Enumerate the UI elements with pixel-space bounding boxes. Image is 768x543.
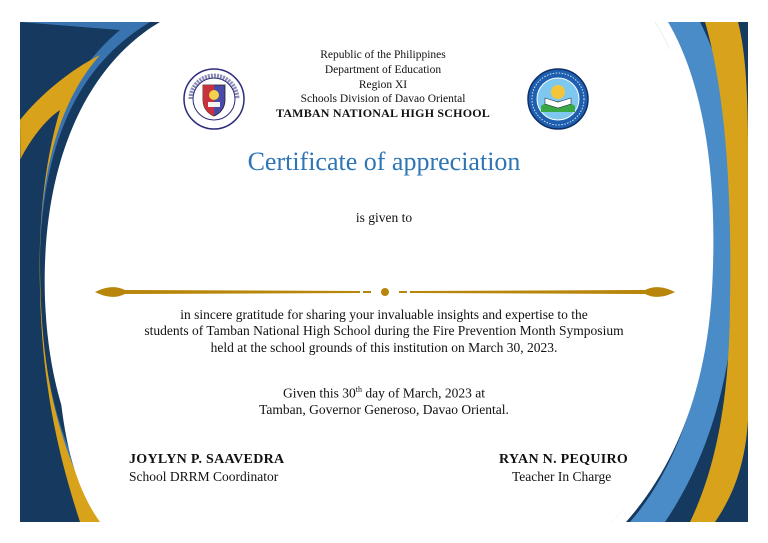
given-date-post: day of March, 2023 at [362, 385, 485, 401]
ornamental-divider [95, 282, 675, 302]
left-signatory-name: JOYLYN P. SAAVEDRA [129, 452, 285, 467]
given-to-text: is given to [355, 210, 413, 225]
deped-seal-icon [183, 68, 245, 130]
body-line-2: students of Tamban National High School during the Fire Prevention Month Symposium [144, 323, 624, 338]
body-line-3: held at the school grounds of this institution on March 30, 2023. [210, 340, 558, 355]
header-school-name: TAMBAN NATIONAL HIGH SCHOOL [276, 106, 490, 120]
left-signatory-role: School DRRM Coordinator [129, 469, 279, 484]
right-signatory-name: RYAN N. PEQUIRO [499, 452, 629, 467]
given-date-line [0, 385, 768, 402]
given-date-sup: th [355, 385, 362, 394]
body-line-1: in sincere gratitude for sharing your invaluable insights and expertise to the [180, 307, 588, 322]
header-department: Department of Education [324, 64, 442, 76]
right-signatory-role: Teacher In Charge [512, 469, 612, 484]
school-seal-icon [527, 68, 589, 130]
given-date-pre: Given this 30 [283, 385, 356, 401]
given-location: Tamban, Governor Generoso, Davao Oriental. [259, 402, 509, 417]
header-region: Region XI [358, 79, 408, 91]
certificate-title: Certificate of appreciation [247, 147, 521, 176]
header-division: Schools Division of Davao Oriental [300, 93, 466, 105]
header-republic: Republic of the Philippines [320, 49, 446, 61]
